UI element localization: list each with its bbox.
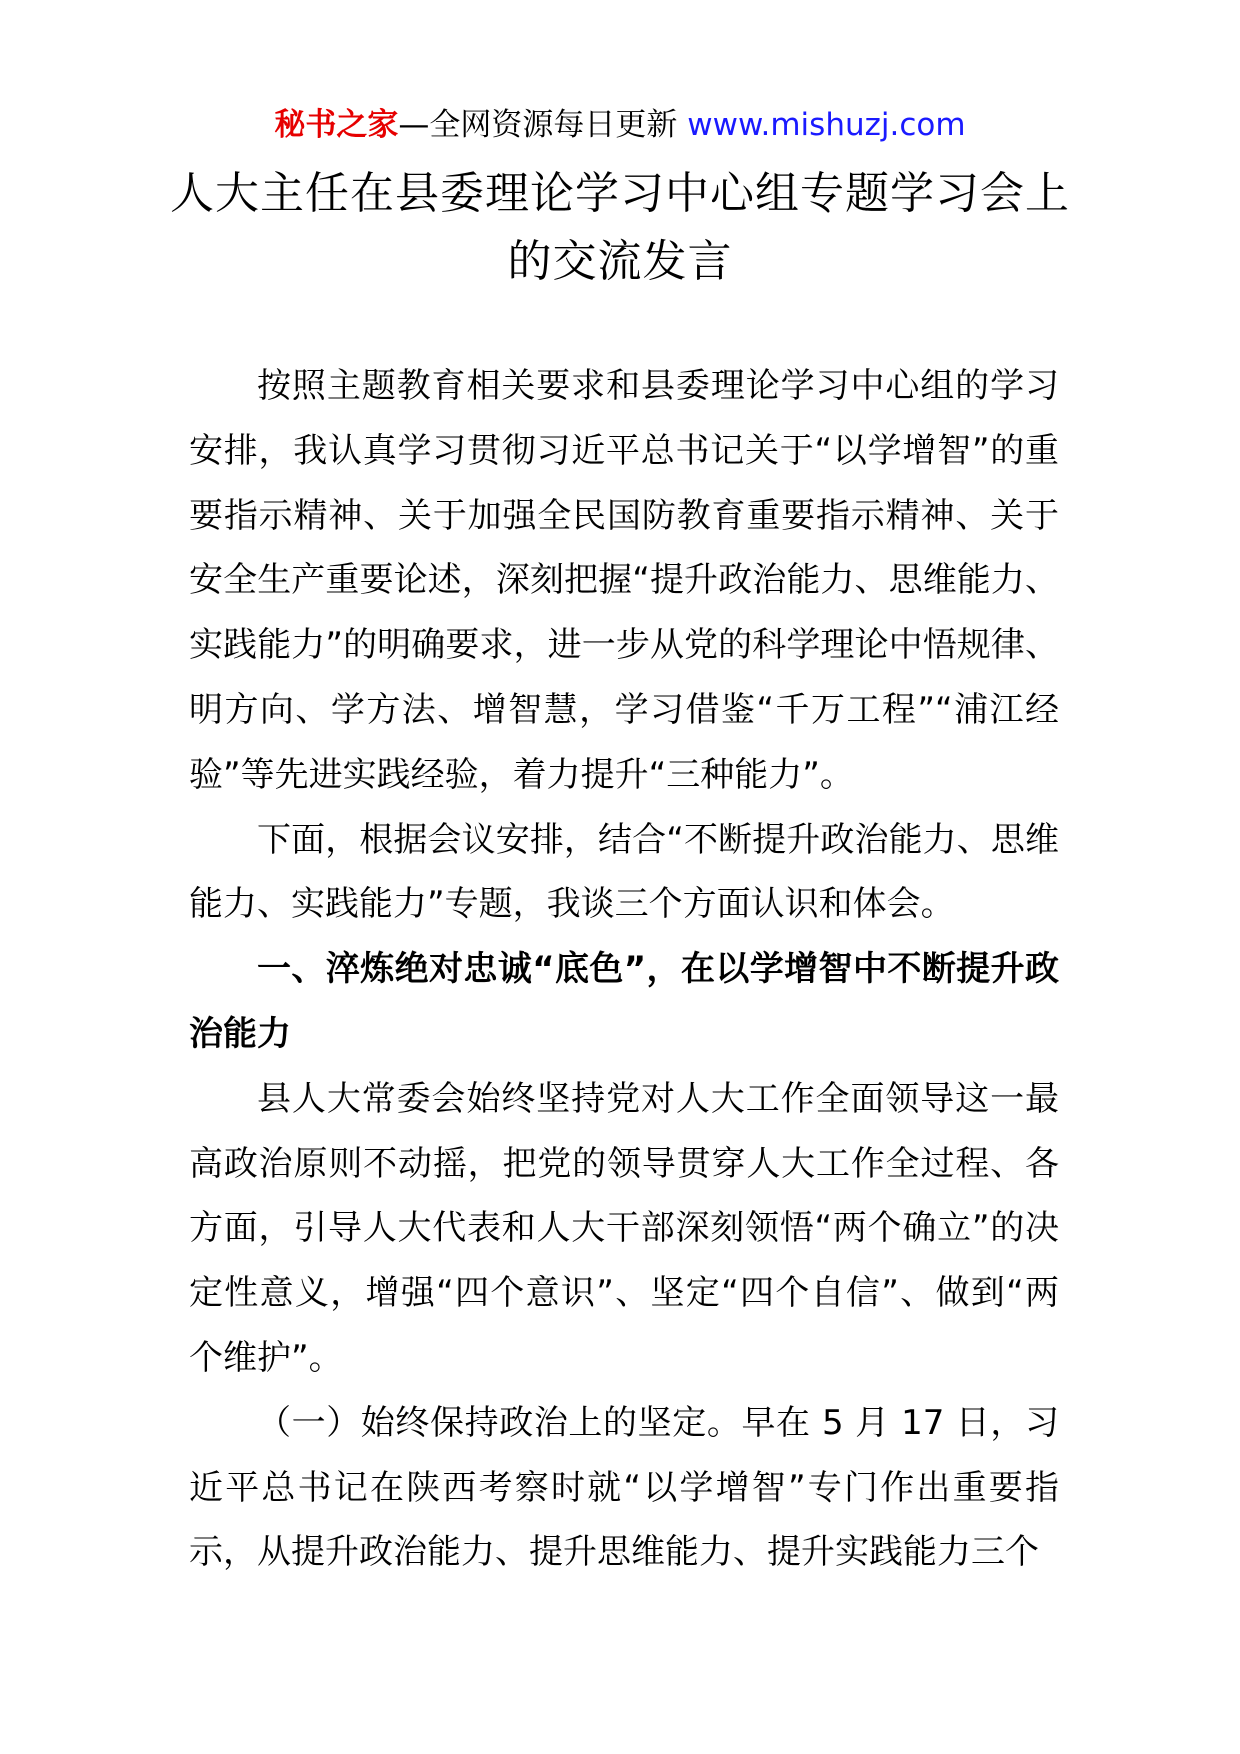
document-title: 人大主任在县委理论学习中心组专题学习会上的交流发言	[170, 168, 1070, 287]
banner-brand: 秘书之家	[274, 107, 399, 143]
body-paragraph-section1: 县人大常委会始终坚持党对人大工作全面领导这一最高政治原则不动摇，把党的领导贯穿人大工作全过程、各方面，引导人大代表和人大干部深刻领悟“两个确立”的决定性意义，增强“四个意识”、坚定“四个自信”、做到“两个维护”。	[189, 1078, 1059, 1378]
banner-slogan: —全网资源每日更新	[398, 107, 678, 143]
body-paragraph-subsection1: （一）始终保持政治上的坚定。早在 5 月 17 日，习近平总书记在陕西考察时就“以学增智”专门作出重要指示，从提升政治能力、提升思维能力、提升实践能力三个	[189, 1402, 1059, 1573]
body-paragraph-arrangement: 下面，根据会议安排，结合“不断提升政治能力、思维能力、实践能力”专题，我谈三个方面认识和体会。	[189, 819, 1059, 925]
site-banner	[0, 103, 1240, 147]
section-heading-1: 一、淬炼绝对忠诚“底色”，在以学增智中不断提升政治能力	[189, 949, 1059, 1054]
banner-url-link[interactable]: www.mishuzj.com	[687, 107, 966, 143]
body-paragraph-intro: 按照主题教育相关要求和县委理论学习中心组的学习安排，我认真学习贯彻习近平总书记关于“以学增智”的重要指示精神、关于加强全民国防教育重要指示精神、关于安全生产重要论述，深刻把握“提升政治能力、思维能力、实践能力”的明确要求，进一步从党的科学理论中悟规律、明方向、学方法、增智慧，学习借鉴“千万工程”“浦江经验”等先进实践经验，着力提升“三种能力”。	[189, 366, 1059, 795]
document-body	[189, 354, 1059, 1585]
